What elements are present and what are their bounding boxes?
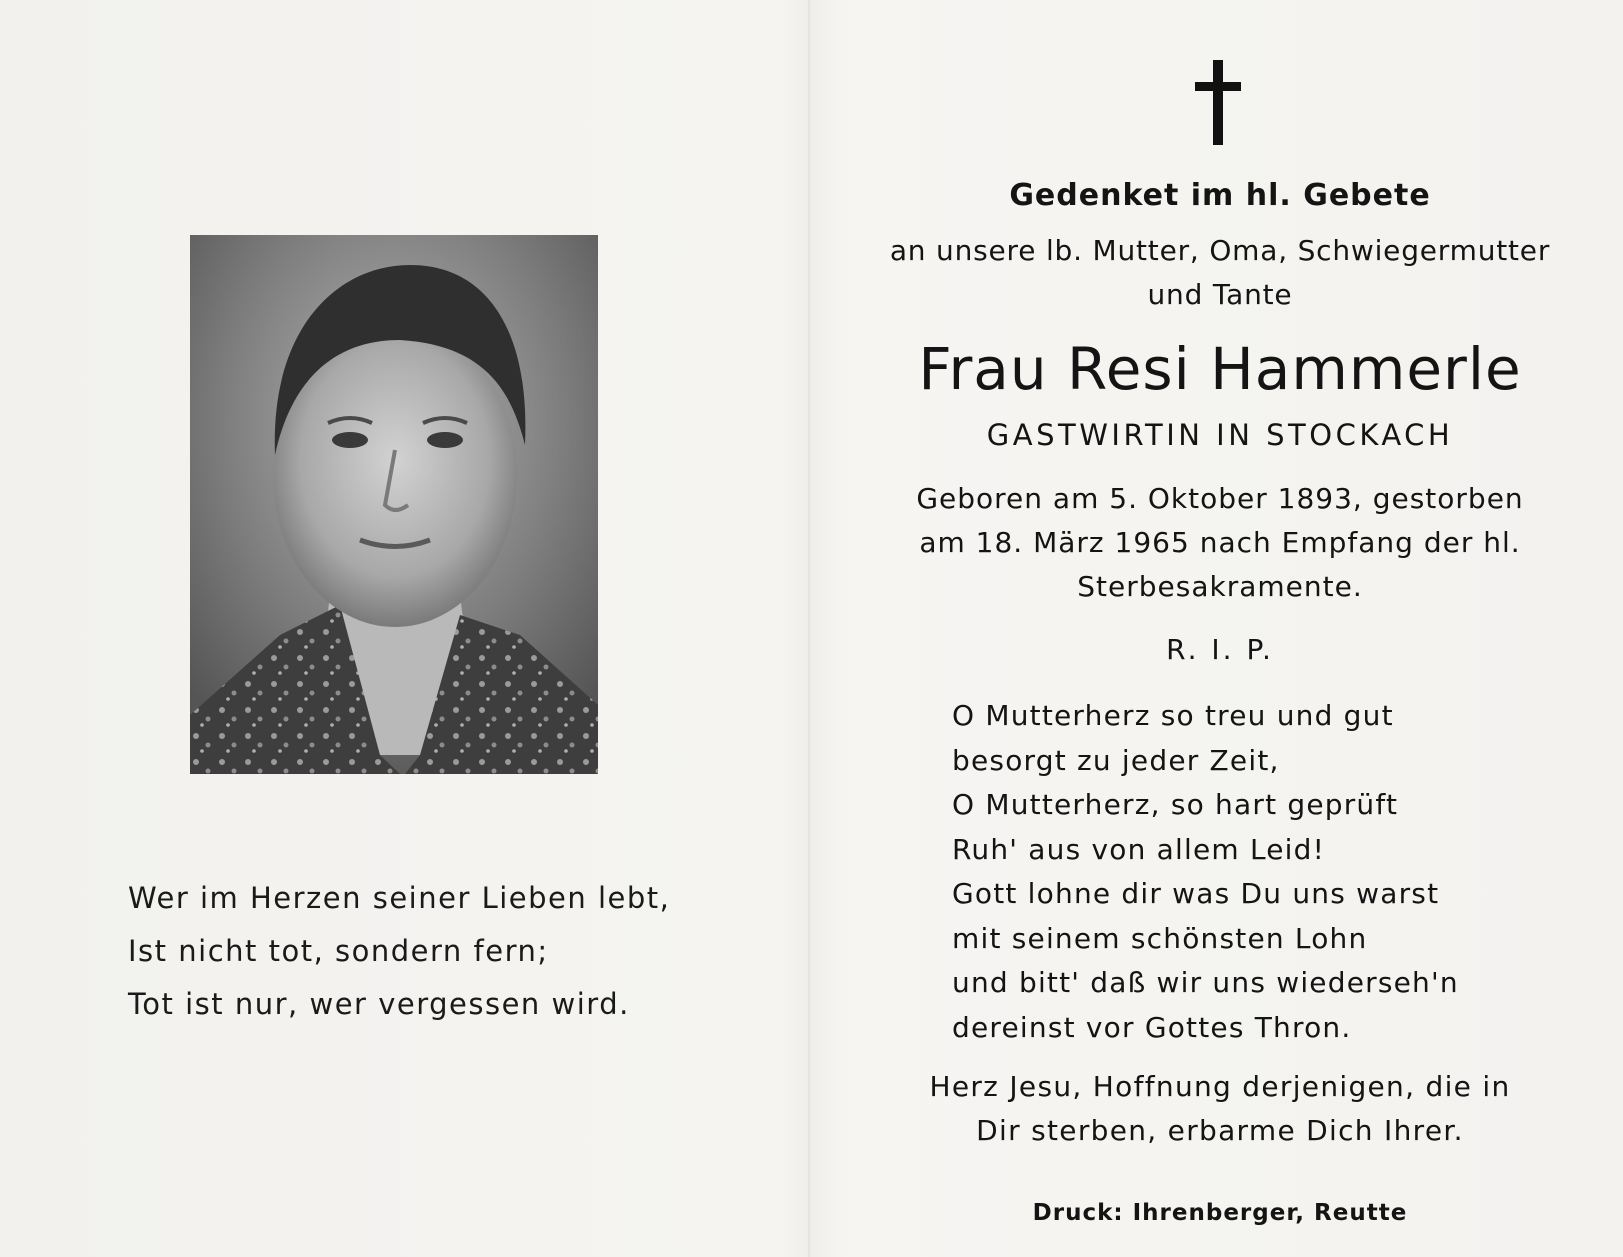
- dates-line: Geboren am 5. Oktober 1893, gestorben: [916, 482, 1524, 515]
- poem-line: Ruh' aus von allem Leid!: [952, 832, 1326, 866]
- left-verse: [128, 872, 728, 1031]
- deceased-name: Frau Resi Hammerle: [918, 335, 1522, 403]
- poem-line: besorgt zu jeder Zeit,: [952, 743, 1280, 777]
- intro-line: und Tante: [1147, 278, 1293, 311]
- dates-line: Sterbesakramente.: [1077, 570, 1363, 603]
- card-fold: [808, 0, 810, 1257]
- card-heading: Gedenket im hl. Gebete: [1009, 178, 1431, 213]
- poem-line: O Mutterherz, so hart geprüft: [952, 788, 1399, 821]
- portrait-illustration: [190, 235, 598, 774]
- verse-line: Wer im Herzen seiner Lieben lebt,: [128, 881, 671, 915]
- poem-line: mit seinem schönsten Lohn: [952, 921, 1368, 955]
- dates-line: am 18. März 1965 nach Empfang der hl.: [919, 526, 1521, 559]
- rip-text: R. I. P.: [1166, 633, 1274, 666]
- prayer-line: Herz Jesu, Hoffnung derjenigen, die in: [929, 1070, 1511, 1103]
- cross-icon: [1195, 60, 1241, 145]
- poem-line: O Mutterherz so treu und gut: [952, 699, 1394, 732]
- prayer-line: Dir sterben, erbarme Dich Ihrer.: [976, 1114, 1464, 1147]
- poem: [952, 694, 1512, 1050]
- occupation: GASTWIRTIN IN STOCKACH: [986, 418, 1454, 452]
- poem-line: und bitt' daß wir uns wiederseh'n: [952, 966, 1459, 999]
- intro-line: an unsere lb. Mutter, Oma, Schwiegermutter: [889, 234, 1551, 267]
- printer-credit: Druck: Ihrenberger, Reutte: [1032, 1200, 1408, 1226]
- portrait-photo: [190, 235, 598, 774]
- poem-line: Gott lohne dir was Du uns warst: [952, 877, 1440, 910]
- verse-line: Ist nicht tot, sondern fern;: [128, 934, 549, 968]
- verse-line: Tot ist nur, wer vergessen wird.: [128, 987, 630, 1021]
- poem-line: dereinst vor Gottes Thron.: [952, 1010, 1352, 1044]
